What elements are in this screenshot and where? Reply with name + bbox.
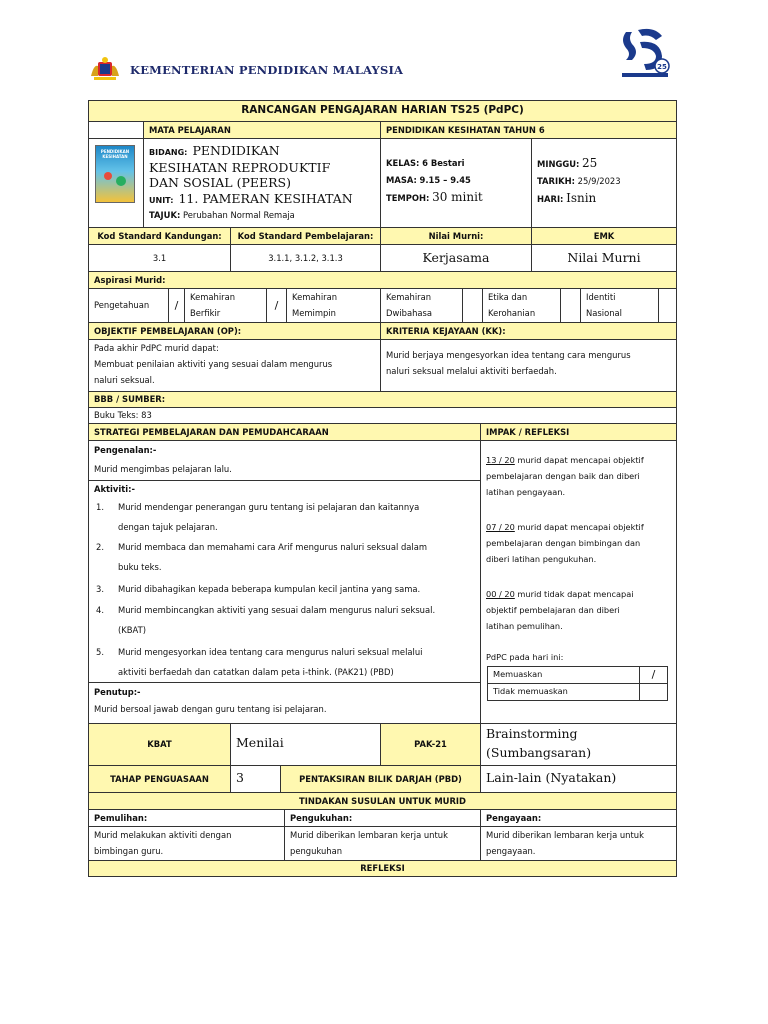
aktiviti-item-3: 3. Murid dibahagikan kepada beberapa kumpulan kecil jantina yang sama.: [96, 584, 421, 594]
impak-label: IMPAK / REFLEKSI: [486, 427, 570, 437]
pdpc-label: PdPC pada hari ini:: [486, 652, 564, 662]
standards-values-row: [89, 244, 676, 271]
aspirasi-berfikir-l1: Kemahiran: [190, 292, 236, 302]
bidang-line-3: DAN SOSIAL (PEERS): [149, 175, 291, 190]
aspirasi-header-row: [89, 271, 676, 288]
bbm-header-row: [89, 391, 676, 407]
kbat-row: [89, 723, 676, 765]
aspirasi-memimpin-l1: Kemahiran: [292, 292, 338, 302]
kk-line-2: naluri seksual melalui aktiviti berfaedah.: [386, 366, 557, 376]
op-label: OBJEKTIF PEMBELAJARAN (OP):: [94, 326, 242, 336]
pengukuhan-line-2: pengukuhan: [290, 846, 343, 856]
tidak-memuaskan-checkbox[interactable]: [639, 684, 667, 700]
aspirasi-identiti-l2: Nasional: [586, 308, 622, 318]
unit-value: 11. PAMERAN KESIHATAN: [178, 191, 353, 206]
pengenalan-label: Pengenalan:-: [94, 445, 157, 455]
kelas-label: KELAS:: [386, 158, 420, 168]
refleksi-label: REFLEKSI: [360, 863, 405, 873]
tajuk-value: Perubahan Normal Remaja: [182, 210, 295, 220]
aspirasi-etika-l2: Kerohanian: [488, 308, 536, 318]
kelas-value: 6 Bestari: [422, 158, 465, 168]
ts25-logo-icon: [618, 26, 670, 78]
bbm-value-row: [89, 407, 676, 423]
aktiviti-item-4: 4. Murid membincangkan aktiviti yang sesuai dalam mengurus naluri seksual. (KBAT): [96, 605, 436, 635]
pengukuhan-line-1: Murid diberikan lembaran kerja untuk: [290, 830, 448, 840]
tahap-label: TAHAP PENGUASAAN: [110, 774, 209, 784]
sk-value: 3.1: [152, 253, 167, 263]
tindakan-labels-row: [89, 809, 676, 826]
impak-row-1-l3: latihan pengayaan.: [486, 487, 566, 497]
tajuk-label: TAJUK:: [149, 210, 181, 220]
tarikh-value: 25/9/2023: [577, 176, 621, 186]
strategi-header-row: [89, 423, 676, 440]
aktiviti-item-2: 2. Murid membaca dan memahami cara Arif mengurus naluri seksual dalam buku teks.: [96, 542, 428, 572]
aktiviti-label: Aktiviti:-: [94, 484, 135, 494]
tahap-row: [89, 765, 676, 792]
pbd-value: Lain-lain (Nyatakan): [486, 770, 617, 785]
pengenalan-text: Murid mengimbas pelajaran lalu.: [94, 464, 232, 474]
emk-label: EMK: [593, 231, 615, 241]
op-line-2: Membuat penilaian aktiviti yang sesuai dalam mengurus: [94, 359, 333, 369]
pemulihan-label: Pemulihan:: [94, 813, 148, 823]
impak-row-1: 13 / 20 murid dapat mencapai objektif: [486, 455, 644, 465]
op-line-1: Pada akhir PdPC murid dapat:: [94, 343, 219, 353]
impak-row-2-l3: diberi latihan pengukuhan.: [486, 554, 597, 564]
lesson-plan-table: [88, 100, 677, 877]
pemulihan-line-1: Murid melakukan aktiviti dengan: [94, 830, 232, 840]
bidang-line-1: PENDIDIKAN: [192, 143, 280, 158]
pengayaan-line-1: Murid diberikan lembaran kerja untuk: [486, 830, 644, 840]
tindakan-header-row: [89, 792, 676, 809]
tindakan-content-row: [89, 826, 676, 860]
objektif-header-row: [89, 322, 676, 339]
penutup-text: Murid bersoal jawab dengan guru tentang isi pelajaran.: [94, 704, 327, 714]
aspirasi-etika-l1: Etika dan: [488, 292, 528, 302]
aspirasi-pengetahuan-mark: /: [174, 299, 179, 312]
standards-header-row: [89, 227, 676, 244]
aktiviti-item-5: 5. Murid mengesyorkan idea tentang cara mengurus naluri seksual melalui aktiviti berfaedah dan catatkan dalam peta i-think. (PAK21) (PBD): [96, 647, 423, 677]
tindakan-label: TINDAKAN SUSULAN UNTUK MURID: [299, 796, 466, 806]
hari-label: HARI:: [537, 194, 564, 204]
aspirasi-berfikir-mark: /: [274, 299, 279, 312]
pak21-line-1: Brainstorming: [486, 726, 578, 741]
memuaskan-label: Memuaskan: [493, 669, 543, 679]
textbook-cover-icon: PENDIDIKAN KESIHATAN: [95, 145, 135, 203]
pdpc-rating-table: [487, 666, 668, 701]
plan-title: RANCANGAN PENGAJARAN HARIAN TS25 (PdPC): [241, 104, 524, 116]
tempoh-value: 30 minit: [432, 190, 483, 204]
kk-label: KRITERIA KEJAYAAN (KK):: [386, 326, 506, 336]
ts-logo-number: 25: [657, 63, 667, 71]
sk-label: Kod Standard Kandungan:: [97, 231, 222, 241]
pengukuhan-label: Pengukuhan:: [290, 813, 353, 823]
impak-row-2: 07 / 20 murid dapat mencapai objektif: [486, 522, 644, 532]
ministry-name: KEMENTERIAN PENDIDIKAN MALAYSIA: [130, 63, 404, 77]
tarikh-label: TARIKH:: [537, 176, 575, 186]
pbd-label: PENTAKSIRAN BILIK DARJAH (PBD): [299, 774, 462, 784]
tidak-memuaskan-label: Tidak memuaskan: [493, 686, 568, 696]
impak-row-3-l2: objektif pembelajaran dan diberi: [486, 605, 620, 615]
emk-value: Nilai Murni: [567, 250, 641, 265]
objektif-content-row: [89, 339, 676, 391]
impak-row-3-l3: latihan pemulihan.: [486, 621, 563, 631]
strategi-content-row: [89, 440, 676, 723]
aspirasi-dwibahasa-l2: Dwibahasa: [386, 308, 433, 318]
nm-value: Kerjasama: [422, 250, 490, 265]
bidang-label: BIDANG:: [149, 148, 188, 157]
kbat-label: KBAT: [147, 739, 172, 749]
sp-label: Kod Standard Pembelajaran:: [237, 231, 374, 241]
malaysia-crest-icon: [88, 56, 122, 84]
tempoh-label: TEMPOH:: [386, 193, 430, 203]
unit-label: UNIT:: [149, 196, 174, 205]
hari-value: Isnin: [566, 191, 597, 205]
bidang-line-2: KESIHATAN REPRODUKTIF: [149, 160, 331, 175]
aspirasi-identiti-l1: Identiti: [586, 292, 616, 302]
impak-row-1-l2: pembelajaran dengan baik dan diberi: [486, 471, 640, 481]
memuaskan-checkbox[interactable]: /: [639, 667, 667, 683]
kk-line-1: Murid berjaya mengesyorkan idea tentang cara mengurus: [386, 350, 631, 360]
masa-label: MASA:: [386, 175, 417, 185]
pemulihan-line-2: bimbingan guru.: [94, 846, 164, 856]
tahap-value: 3: [236, 770, 244, 785]
pak21-line-2: (Sumbangsaran): [486, 745, 592, 760]
subject-header-row: [89, 121, 676, 138]
aspirasi-berfikir-l2: Berfikir: [190, 308, 221, 318]
impak-row-3: 00 / 20 murid tidak dapat mencapai: [486, 589, 634, 599]
impak-row-2-l2: pembelajaran dengan bimbingan dan: [486, 538, 641, 548]
pengayaan-label: Pengayaan:: [486, 813, 542, 823]
aspirasi-label: Aspirasi Murid:: [94, 275, 166, 285]
ministry-header: [88, 56, 403, 84]
aspirasi-dwibahasa-l1: Kemahiran: [386, 292, 432, 302]
subject-label: MATA PELAJARAN: [149, 125, 231, 135]
pengayaan-line-2: pengayaan.: [486, 846, 536, 856]
minggu-label: MINGGU:: [537, 159, 580, 169]
aktiviti-item-1: 1. Murid mendengar penerangan guru tentang isi pelajaran dan kaitannya dengan tajuk pelajaran.: [96, 502, 420, 532]
title-row: [89, 101, 676, 121]
refleksi-row: [89, 860, 676, 876]
pak21-label: PAK-21: [414, 739, 447, 749]
minggu-value: 25: [582, 156, 598, 170]
sp-value: 3.1.1, 3.1.2, 3.1.3: [268, 253, 343, 263]
penutup-label: Penutup:-: [94, 687, 141, 697]
masa-value: 9.15 – 9.45: [419, 175, 471, 185]
strategi-label: STRATEGI PEMBELAJARAN DAN PEMUDAHCARAAN: [94, 427, 329, 437]
bbm-label: BBB / SUMBER:: [94, 394, 166, 404]
aspirasi-pengetahuan: Pengetahuan: [94, 300, 150, 310]
subject-name: PENDIDIKAN KESIHATAN TAHUN 6: [386, 125, 545, 135]
subject-details-row: [89, 138, 676, 227]
aspirasi-memimpin-l2: Memimpin: [292, 308, 336, 318]
aspirasi-items-row: [89, 288, 676, 322]
op-line-3: naluri seksual.: [94, 375, 155, 385]
kbat-value: Menilai: [236, 735, 284, 750]
nm-label: Nilai Murni:: [428, 231, 484, 241]
bbm-value: Buku Teks: 83: [94, 410, 152, 420]
